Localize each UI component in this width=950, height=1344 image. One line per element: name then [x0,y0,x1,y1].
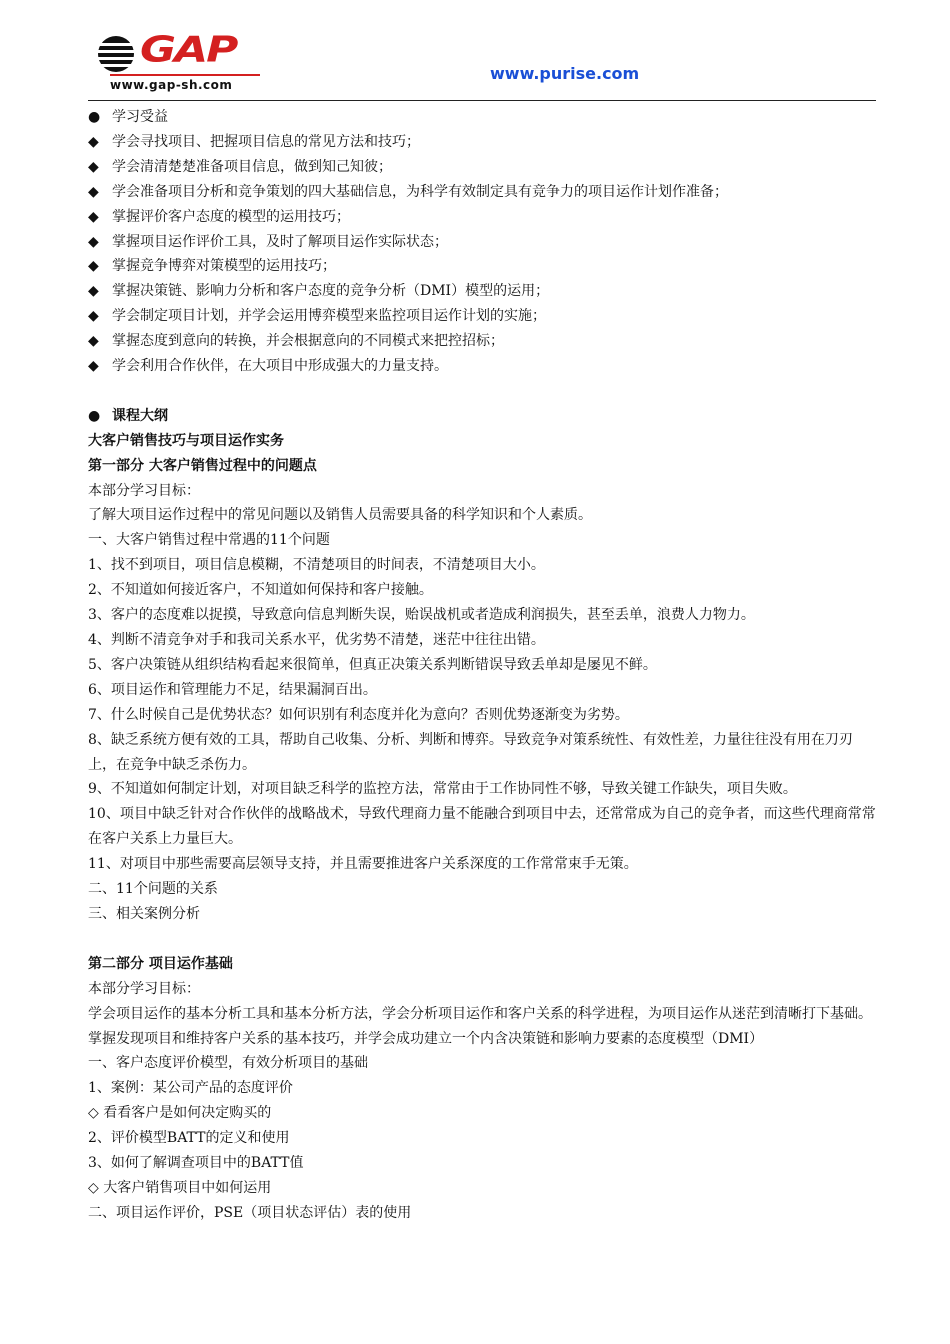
gap-logo [96,30,266,96]
part1-goal: 了解大项目运作过程中的常见问题以及销售人员需要具备的科学知识和个人素质。 [88,507,592,524]
diamond-bullet-icon: ◆ [88,233,99,250]
spacer [88,379,878,404]
spacer [88,927,878,952]
problem-item: 5、客户决策链从组织结构看起来很简单，但真正决策关系判断错误导致丢单却是屡见不鲜。 [88,656,657,673]
part2-goal-label: 本部分学习目标： [88,980,200,997]
bullet-circle-icon: ● [88,407,101,424]
problem-item: 3、客户的态度难以捉摸，导致意向信息判断失误，贻误战机或者造成利润损失，甚至丢单，浪费人力物力。 [88,607,755,624]
part2-line: ◇ 大客户销售项目中如何运用 [88,1179,272,1196]
problem-item: 11、对项目中那些需要高层领导支持，并且需要推进客户关系深度的工作常常束手无策。 [88,856,638,873]
part1-section2: 二、11个问题的关系 [88,881,218,898]
diamond-bullet-icon: ◆ [88,158,99,175]
diamond-bullet-icon: ◆ [88,358,99,375]
course-title: 大客户销售技巧与项目运作实务 [88,432,284,449]
globe-icon [96,34,136,74]
list-item: ◆ 学会寻找项目、把握项目信息的常见方法和技巧； [88,130,878,155]
diamond-bullet-icon: ◆ [88,133,99,150]
part1-section3: 三、相关案例分析 [88,905,200,922]
part1-goal-label: 本部分学习目标： [88,482,200,499]
list-item: ◆ 掌握项目运作评价工具，及时了解项目运作实际状态； [88,230,878,255]
list-item: ◆ 学会制定项目计划，并学会运用博弈模型来监控项目运作计划的实施； [88,304,878,329]
list-item: ◆ 掌握评价客户态度的模型的运用技巧； [88,205,878,230]
problem-item: 6、项目运作和管理能力不足，结果漏洞百出。 [88,681,377,698]
document-body [88,105,878,1226]
learning-title: 学习受益 [112,109,168,125]
site-link[interactable]: www.purise.com [490,64,640,83]
diamond-bullet-icon: ◆ [88,333,99,350]
problem-item: 4、判断不清竞争对手和我司关系水平，优劣势不清楚，迷茫中往往出错。 [88,632,545,649]
problem-item: 9、不知道如何制定计划，对项目缺乏科学的监控方法，常常由于工作协同性不够，导致关键工作缺失，项目失败。 [88,781,797,798]
diamond-bullet-icon: ◆ [88,308,99,325]
part2-line: 一、客户态度评价模型，有效分析项目的基础 [88,1055,368,1072]
problem-item: 10、项目中缺乏针对合作伙伴的战略战术，导致代理商力量不能融合到项目中去，还常常成为自己的竞争者，而这些代理商常常在客户关系上力量巨大。 [88,806,876,848]
page-header [88,28,876,102]
part2-goal: 学会项目运作的基本分析工具和基本分析方法，学会分析项目运作和客户关系的科学进程，为项目运作从迷茫到清晰打下基础。掌握发现项目和维持客户关系的基本技巧，并学会成功建立一个内含决策链和影响力要素的态度模型（DMI） [88,1005,872,1047]
diamond-bullet-icon: ◆ [88,258,99,275]
outline-heading [88,404,878,429]
part2-line: 1、案例：某公司产品的态度评价 [88,1080,293,1097]
logo-url: www.gap-sh.com [110,78,233,92]
list-item: ◆ 掌握决策链、影响力分析和客户态度的竞争分析（DMI）模型的运用； [88,279,878,304]
list-item: ◆ 掌握竞争博弈对策模型的运用技巧； [88,254,878,279]
learning-heading [88,105,878,130]
bullet-circle-icon: ● [88,109,101,125]
outline-title: 课程大纲 [112,407,168,424]
diamond-bullet-icon: ◆ [88,208,99,225]
problem-item: 8、缺乏系统方便有效的工具，帮助自己收集、分析、判断和博弈。导致竞争对策系统性、有效性差，力量往往没有用在刀刃上，在竞争中缺乏杀伤力。 [88,731,853,773]
part1-title: 第一部分 大客户销售过程中的问题点 [88,457,317,474]
part2-line: 二、项目运作评价，PSE（项目状态评估）表的使用 [88,1204,412,1221]
part2-line: 2、评价模型BATT的定义和使用 [88,1130,290,1147]
part1-section1: 一、大客户销售过程中常遇的11个问题 [88,532,330,549]
part2-line: ◇ 看看客户是如何决定购买的 [88,1105,272,1122]
problem-item: 7、什么时候自己是优势状态？如何识别有利态度并化为意向？否则优势逐渐变为劣势。 [88,706,629,723]
list-item: ◆ 学会利用合作伙伴，在大项目中形成强大的力量支持。 [88,354,878,379]
list-item: ◆ 学会准备项目分析和竞争策划的四大基础信息，为科学有效制定具有竞争力的项目运作计划作准备； [88,180,878,205]
list-item: ◆ 掌握态度到意向的转换，并会根据意向的不同模式来把控招标； [88,329,878,354]
list-item: ◆ 学会清清楚楚准备项目信息，做到知己知彼； [88,155,878,180]
problem-item: 1、找不到项目，项目信息模糊，不清楚项目的时间表，不清楚项目大小。 [88,557,545,574]
logo-wordmark: GAP [140,29,237,71]
diamond-bullet-icon: ◆ [88,283,99,300]
header-divider [88,100,876,101]
problem-item: 2、不知道如何接近客户，不知道如何保持和客户接触。 [88,582,433,599]
diamond-bullet-icon: ◆ [88,183,99,200]
logo-rule [110,74,260,76]
part2-line: 3、如何了解调查项目中的BATT值 [88,1155,304,1172]
part2-title: 第二部分 项目运作基础 [88,955,233,972]
